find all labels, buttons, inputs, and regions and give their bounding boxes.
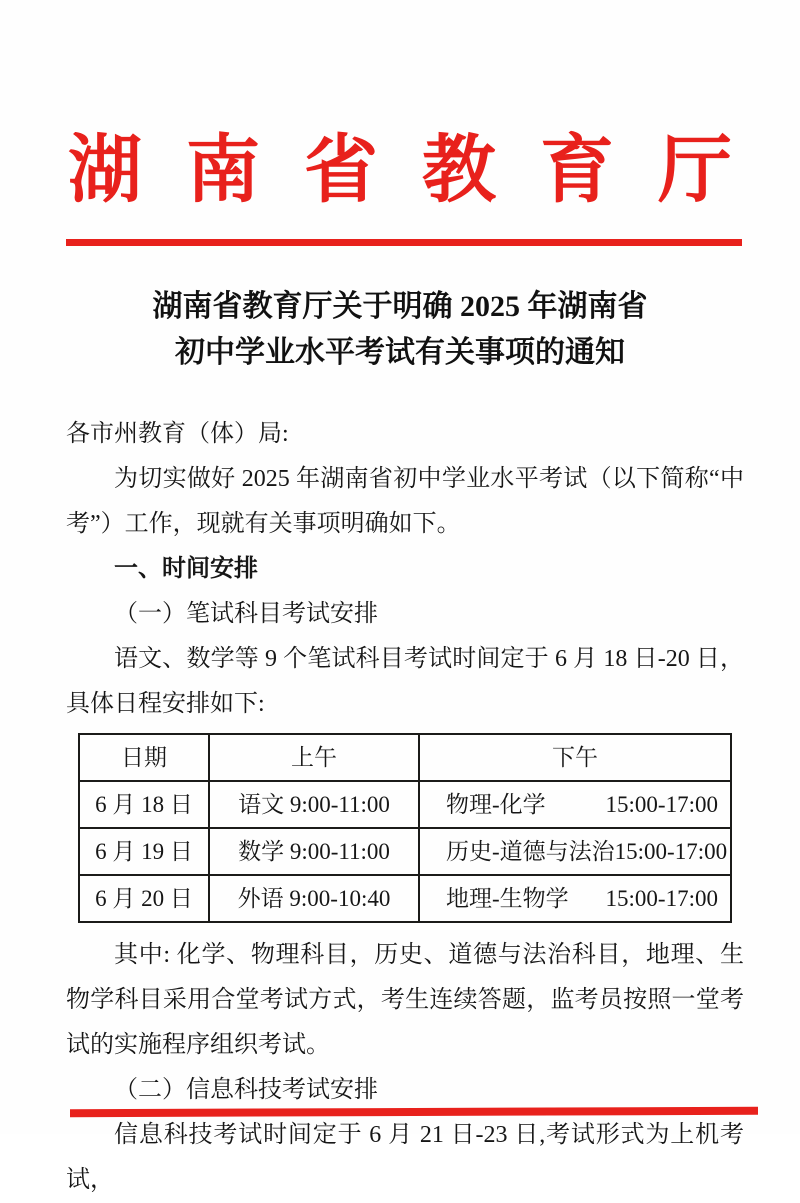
section-heading-time-arrangement: 一、时间安排: [114, 556, 258, 582]
cell-afternoon: [419, 828, 731, 875]
paragraph-schedule-intro: 语文、数学等 9 个笔试科目考试时间定于 6 月 18 日-20 日，具体日程安排如下:: [66, 646, 744, 717]
cell-morning: 外语 9:00-10:40: [209, 875, 419, 922]
table-row: [79, 781, 731, 828]
document-body: [66, 412, 744, 1203]
document-title: [0, 284, 800, 376]
header-cell-afternoon: 下午: [419, 734, 731, 781]
table-row: [79, 875, 731, 922]
table-row: [79, 828, 731, 875]
afternoon-time: 15:00-17:00: [605, 886, 718, 911]
afternoon-subject: 物理-化学: [446, 792, 546, 817]
cell-date: 6 月 18 日: [79, 781, 209, 828]
subsection-heading-it-exam: （二）信息科技考试安排: [114, 1077, 378, 1103]
paragraph-it-exam-intro: 信息科技考试时间定于 6 月 21 日-23 日,考试形式为上机考试，: [66, 1122, 744, 1193]
letterhead-title: 湖南省教育厅: [68, 130, 776, 212]
afternoon-subject: 历史-道德与法治: [446, 839, 615, 864]
cell-afternoon: [419, 781, 731, 828]
document-title-line-1: 湖南省教育厅关于明确 2025 年湖南省: [152, 290, 648, 323]
paragraph-joint-exam-note: 其中: 化学、物理科目，历史、道德与法治科目，地理、生物学科目采用合堂考试方式，考生连续答题，监考员按照一堂考试的实施程序组织考试。: [66, 942, 744, 1058]
paragraph-intro: 为切实做好 2025 年湖南省初中学业水平考试（以下简称“中考”）工作，现就有关事项明确如下。: [66, 466, 744, 537]
table-header-row: [79, 734, 731, 781]
salutation: 各市州教育（体）局:: [66, 421, 289, 447]
header-cell-date: 日期: [79, 734, 209, 781]
afternoon-subject: 地理-生物学: [446, 886, 569, 911]
header-cell-morning: 上午: [209, 734, 419, 781]
letterhead-divider: [66, 239, 742, 246]
cell-morning: 数学 9:00-11:00: [209, 828, 419, 875]
exam-schedule-table: [78, 733, 732, 923]
document-title-line-2: 初中学业水平考试有关事项的通知: [175, 336, 625, 369]
subsection-heading-written-exam: （一）笔试科目考试安排: [114, 601, 378, 627]
cell-date: 6 月 20 日: [79, 875, 209, 922]
cell-date: 6 月 19 日: [79, 828, 209, 875]
afternoon-time: 15:00-17:00: [605, 792, 718, 817]
afternoon-time: 15:00-17:00: [614, 839, 728, 864]
cell-morning: 语文 9:00-11:00: [209, 781, 419, 828]
cell-afternoon: [419, 875, 731, 922]
